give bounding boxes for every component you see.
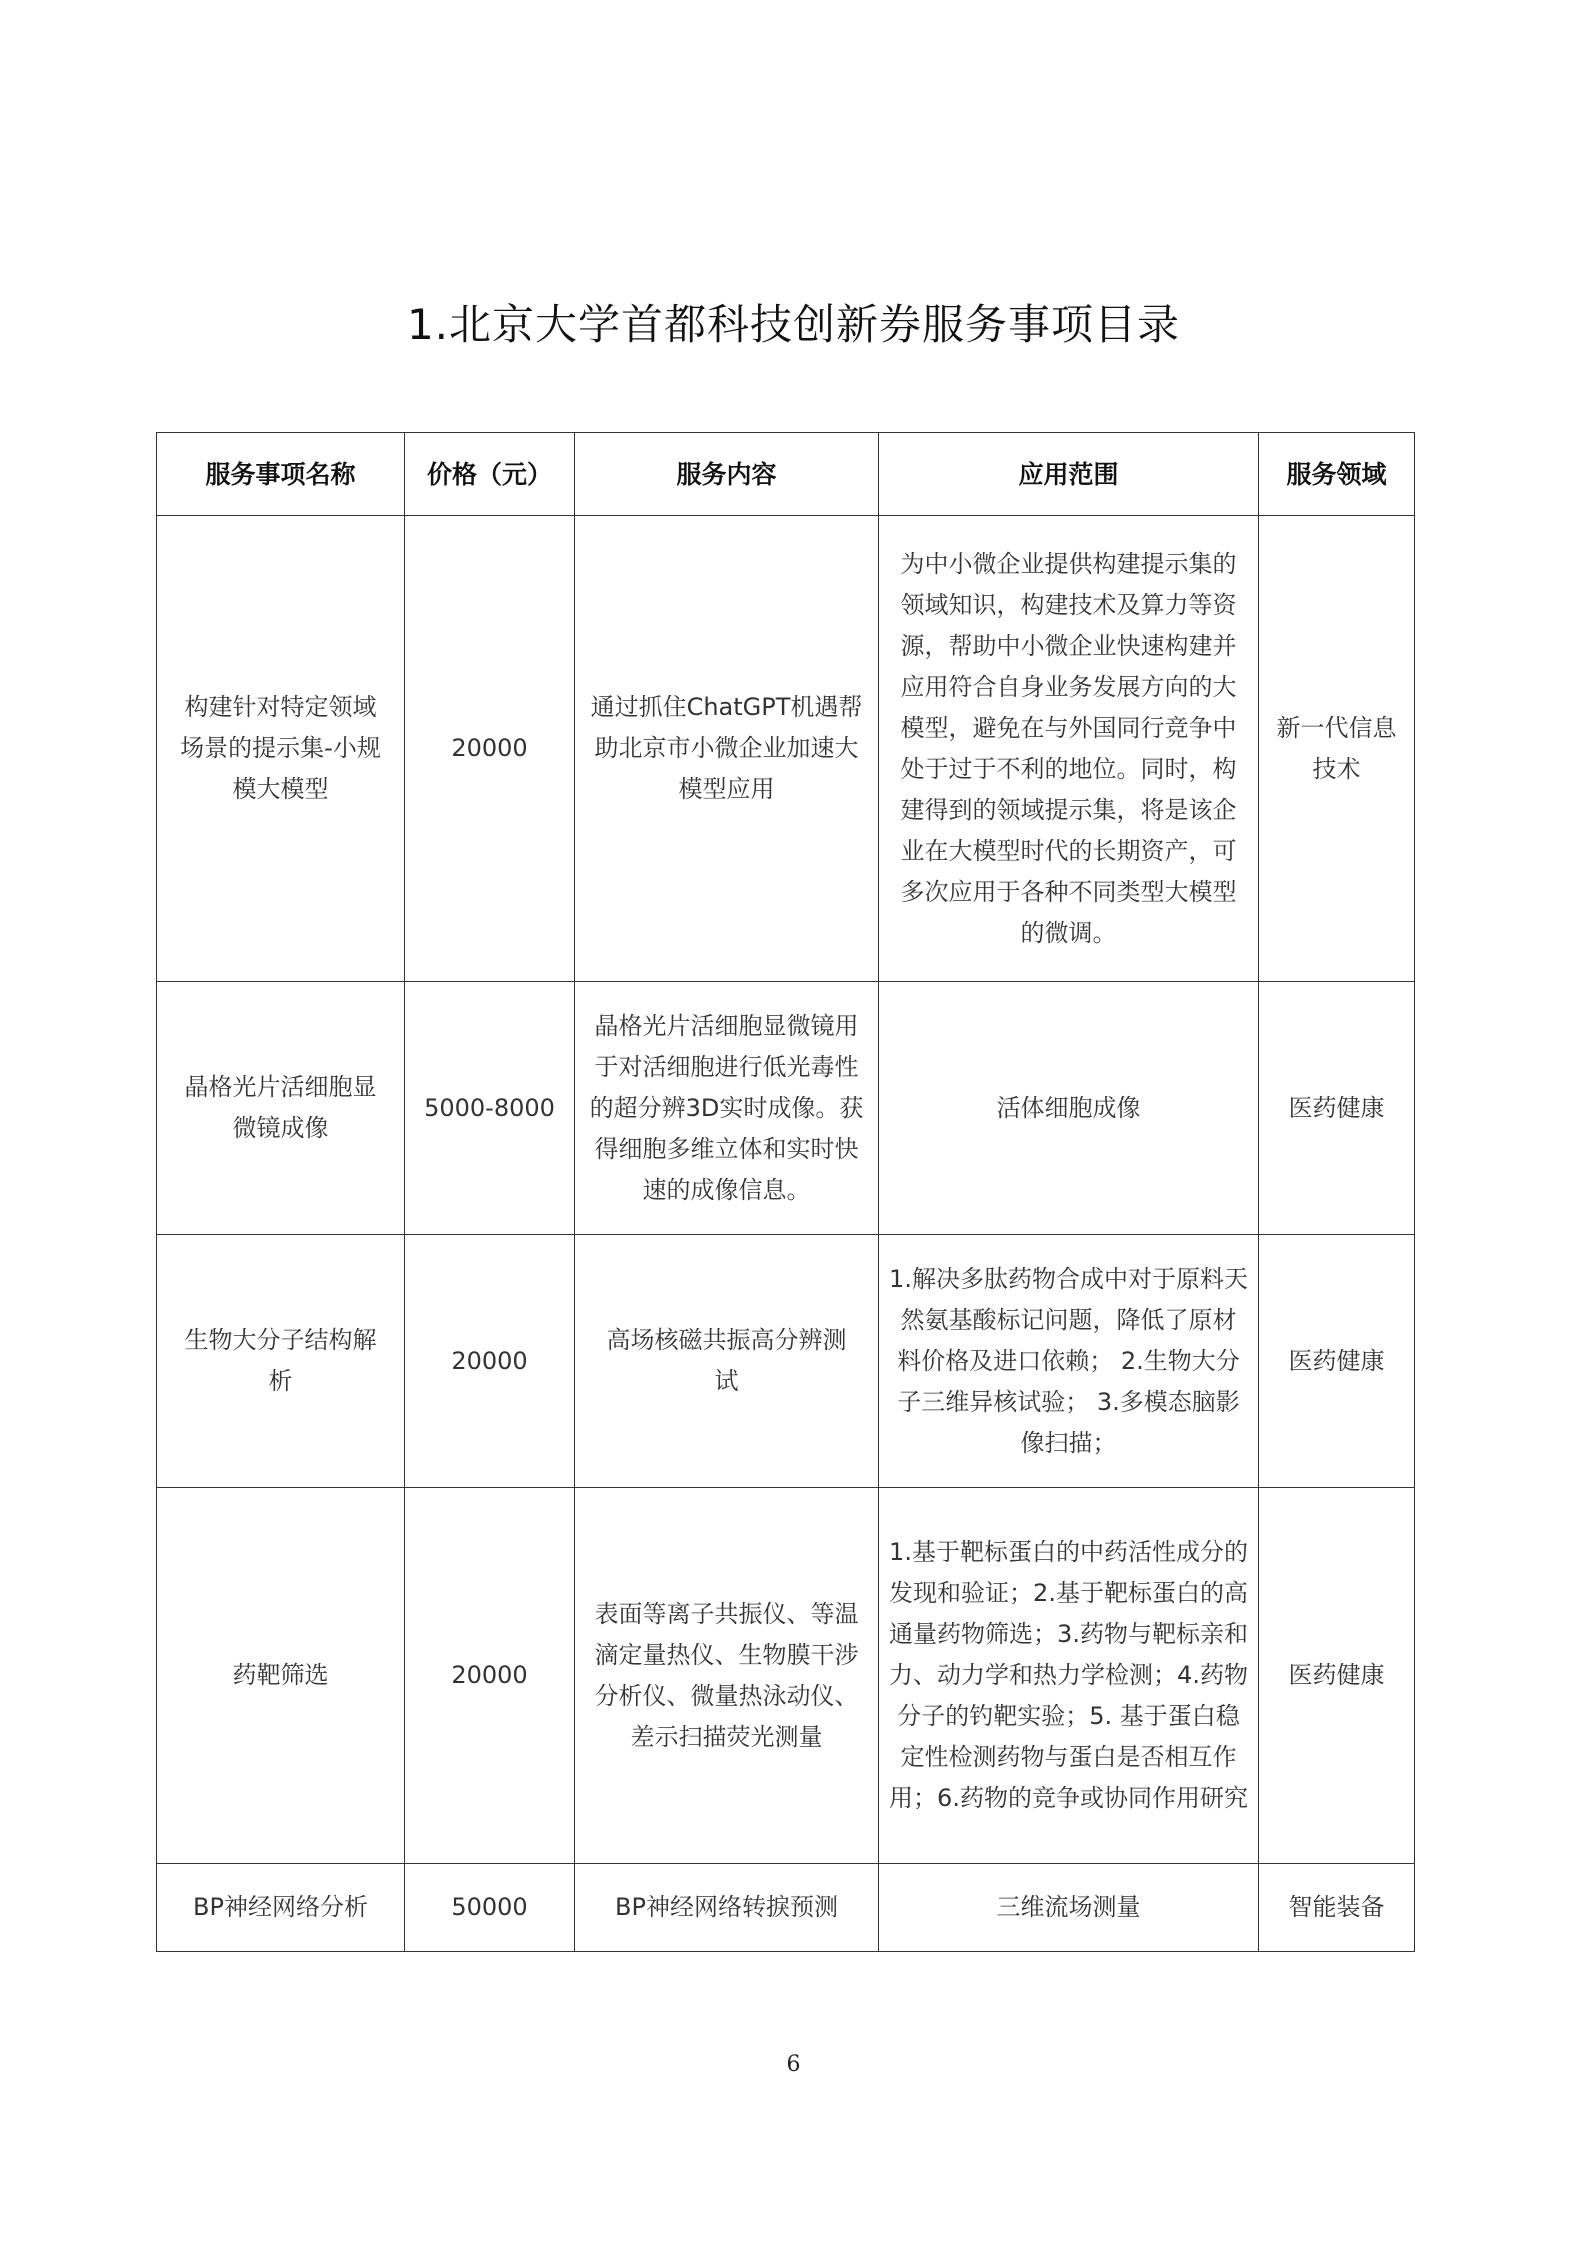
cell-service-field: 医药健康 [1259,982,1415,1235]
page-number: 6 [786,2052,801,2077]
header-application-scope: 应用范围 [879,433,1259,516]
header-service-name: 服务事项名称 [157,433,405,516]
table-row [157,1235,1415,1488]
cell-service-field: 新一代信息技术 [1259,516,1415,982]
cell-service-field: 医药健康 [1259,1235,1415,1488]
cell-service-content: 高场核磁共振高分辨测试 [575,1235,879,1488]
cell-application-scope: 1.解决多肽药物合成中对于原料天然氨基酸标记问题，降低了原材料价格及进口依赖； 2.生物大分子三维异核试验； 3.多模态脑影像扫描； [879,1235,1259,1488]
cell-service-content: BP神经网络转捩预测 [575,1864,879,1952]
cell-service-name: BP神经网络分析 [157,1864,405,1952]
header-service-field: 服务领域 [1259,433,1415,516]
page-title: 1.北京大学首都科技创新券服务事项目录 [406,300,1181,349]
cell-service-name: 构建针对特定领域场景的提示集-小规模大模型 [157,516,405,982]
cell-application-scope: 为中小微企业提供构建提示集的领域知识，构建技术及算力等资源，帮助中小微企业快速构建并应用符合自身业务发展方向的大模型，避免在与外国同行竞争中处于过于不利的地位。同时，构建得到的领域提示集，将是该企业在大模型时代的长期资产，可多次应用于各种不同类型大模型的微调。 [879,516,1259,982]
header-service-content: 服务内容 [575,433,879,516]
cell-service-field: 智能装备 [1259,1864,1415,1952]
cell-application-scope: 三维流场测量 [879,1864,1259,1952]
cell-service-name: 生物大分子结构解析 [157,1235,405,1488]
cell-application-scope: 活体细胞成像 [879,982,1259,1235]
cell-application-scope: 1.基于靶标蛋白的中药活性成分的发现和验证；2.基于靶标蛋白的高通量药物筛选；3.药物与靶标亲和力、动力学和热力学检测；4.药物分子的钓靶实验；5. 基于蛋白稳定性检测药物与蛋白是否相互作用；6.药物的竞争或协同作用研究 [879,1488,1259,1864]
header-price: 价格（元） [405,433,575,516]
cell-service-name: 晶格光片活细胞显微镜成像 [157,982,405,1235]
cell-price: 20000 [405,1488,575,1864]
cell-price: 20000 [405,1235,575,1488]
cell-price: 50000 [405,1864,575,1952]
cell-service-content: 表面等离子共振仪、等温滴定量热仪、生物膜干涉分析仪、微量热泳动仪、差示扫描荧光测量 [575,1488,879,1864]
table-row [157,1864,1415,1952]
table-row [157,1488,1415,1864]
cell-service-content: 通过抓住ChatGPT机遇帮助北京市小微企业加速大模型应用 [575,516,879,982]
cell-service-field: 医药健康 [1259,1488,1415,1864]
cell-service-content: 晶格光片活细胞显微镜用于对活细胞进行低光毒性的超分辨3D实时成像。获得细胞多维立体和实时快速的成像信息。 [575,982,879,1235]
cell-service-name: 药靶筛选 [157,1488,405,1864]
table-row [157,982,1415,1235]
cell-price: 5000-8000 [405,982,575,1235]
table-header-row [157,433,1415,516]
service-catalog-table [156,432,1415,1952]
cell-price: 20000 [405,516,575,982]
table-row [157,516,1415,982]
